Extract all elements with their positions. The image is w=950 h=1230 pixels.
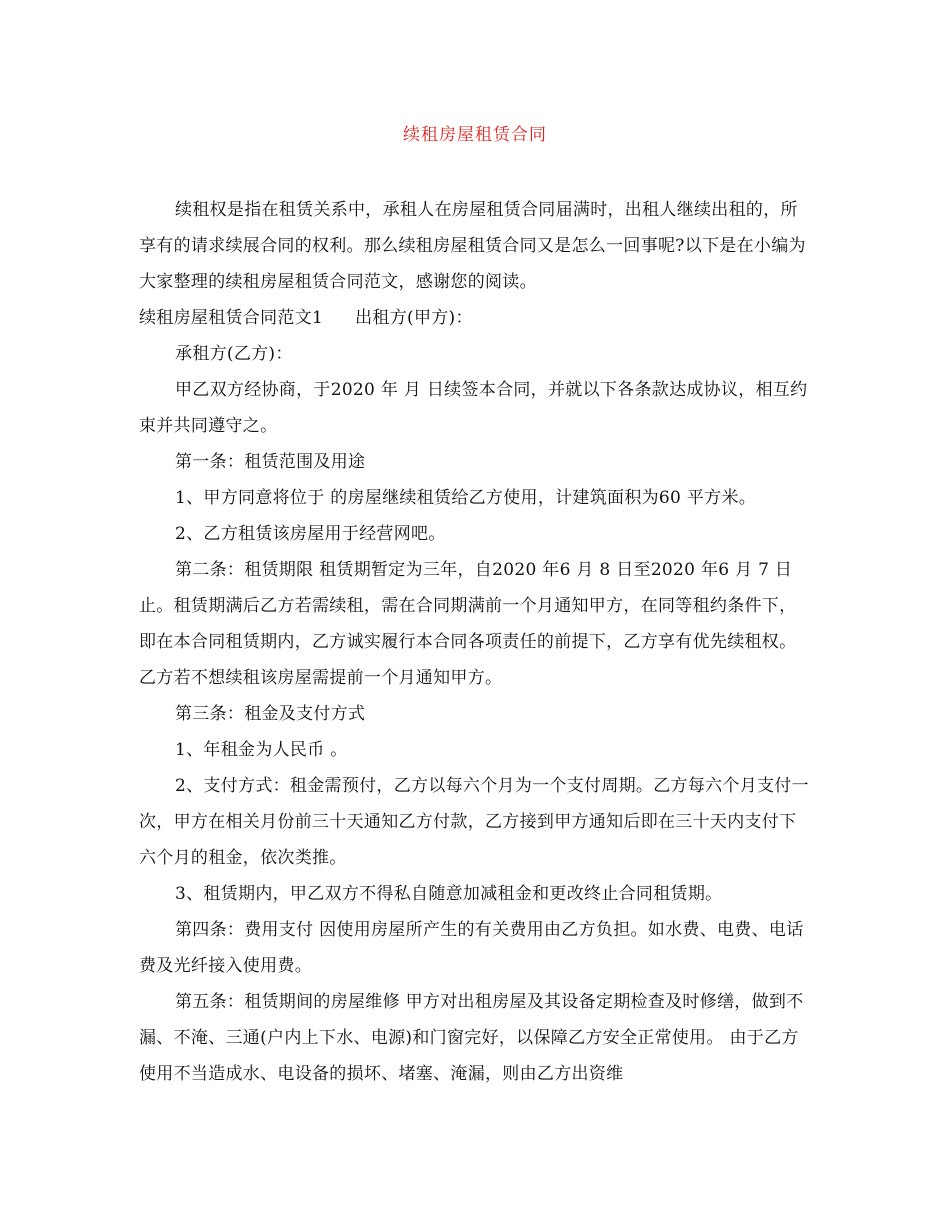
agreement-paragraph: 甲乙双方经协商，于2020 年 月 日续签本合同，并就以下各条款达成协议，相互约束并共同遵守之。 [139, 380, 808, 436]
lessee-label: 承租方(乙方)： [175, 344, 293, 364]
article-3-item-1: 1、年租金为人民币 。 [175, 740, 348, 760]
article-3-title: 第三条：租金及支付方式 [175, 704, 366, 724]
document-body [139, 192, 809, 1092]
article-4-paragraph: 第四条：费用支付 因使用房屋所产生的有关费用由乙方负担。如水费、电费、电话费及光纤接入使用费。 [139, 920, 804, 976]
article-5-paragraph: 第五条：租赁期间的房屋维修 甲方对出租房屋及其设备定期检查及时修缮，做到不漏、不淹、三通(户内上下水、电源)和门窗完好，以保障乙方安全正常使用。 由于乙方使用不当造成水、电设备的损坏、堵塞、淹漏，则由乙方出资维 [139, 992, 804, 1084]
sample-heading-line [139, 300, 809, 336]
document-title: 续租房屋租赁合同 [403, 125, 547, 145]
article-2-paragraph: 第二条：租赁期限 租赁期暂定为三年，自2020 年6 月 8 日至2020 年6 月 7 日止。租赁期满后乙方若需续租，需在合同期满前一个月通知甲方，在同等租约条件下，即在本合同租赁期内，乙方诚实履行本合同各项责任的前提下，乙方享有优先续租权。乙方若不想续租该房屋需提前一个月通知甲方。 [139, 560, 797, 688]
lessor-label: 出租方(甲方)： [355, 308, 473, 328]
sample-heading: 续租房屋租赁合同范文1 [139, 308, 324, 328]
article-3-item-2: 2、支付方式：租金需预付，乙方以每六个月为一个支付周期。乙方每六个月支付一次，甲方在相关月份前三十天通知乙方付款，乙方接到甲方通知后即在三十天内支付下六个月的租金，依次类推。 [139, 776, 809, 868]
article-1-title: 第一条：租赁范围及用途 [175, 452, 366, 472]
article-1-item-1: 1、甲方同意将位于 的房屋继续租赁给乙方使用，计建筑面积为60 平方米。 [175, 488, 757, 508]
article-1-item-2: 2、乙方租赁该房屋用于经营网吧。 [175, 524, 446, 544]
intro-paragraph: 续租权是指在租赁关系中，承租人在房屋租赁合同届满时，出租人继续出租的，所享有的请求续展合同的权利。那么续租房屋租赁合同又是怎么一回事呢?以下是在小编为大家整理的续租房屋租赁合同范文，感谢您的阅读。 [139, 200, 806, 292]
article-3-item-3: 3、租赁期内，甲乙双方不得私自随意加减租金和更改终止合同租赁期。 [175, 884, 723, 904]
